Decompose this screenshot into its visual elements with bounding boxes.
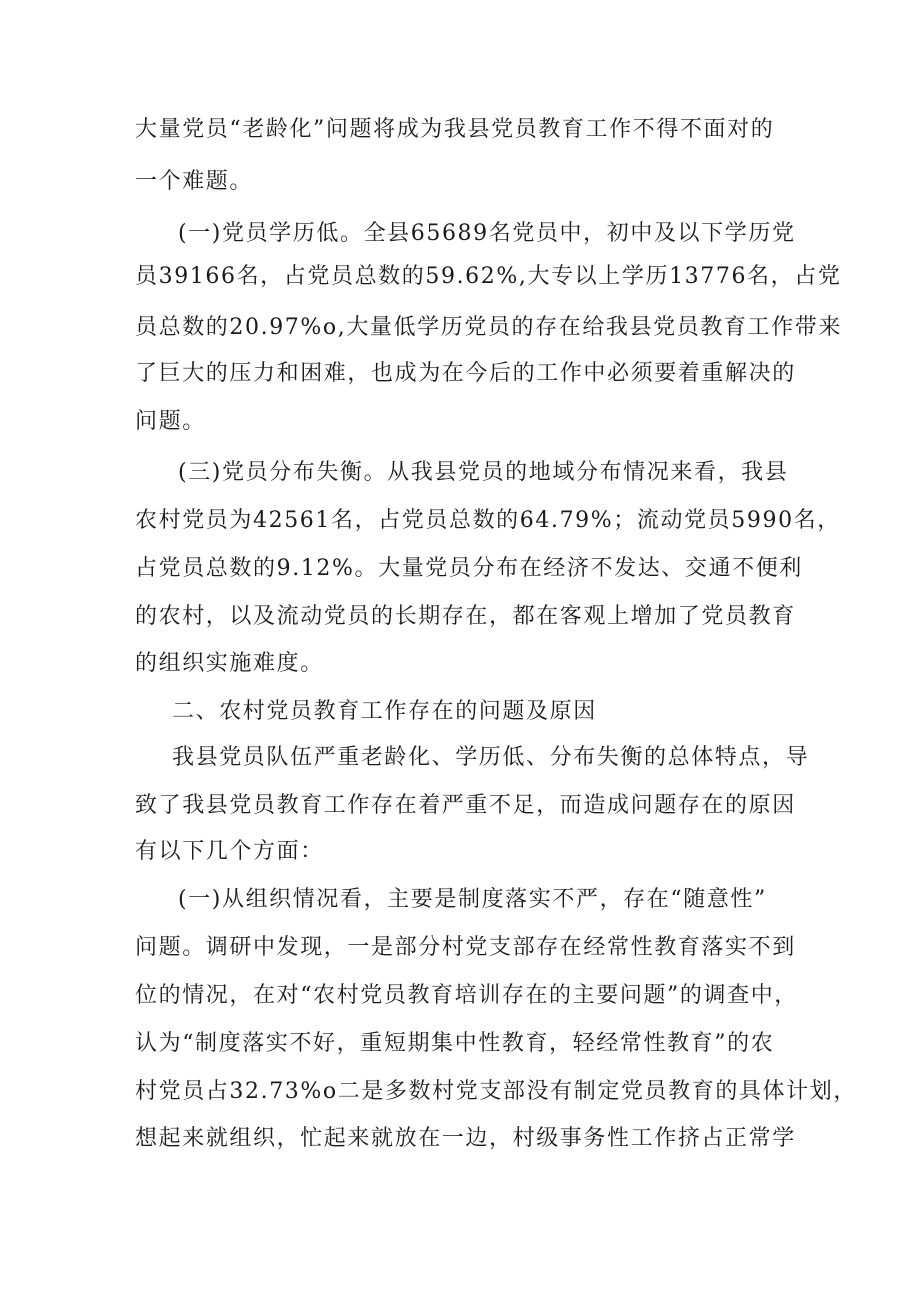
paragraph-first-line: (一)从组织情况看，主要是制度落实不严，存在“随意性” [178,887,767,912]
paragraph-first-line: (三)党员分布失衡。从我县党员的地域分布情况来看，我县 [178,460,789,485]
text-line: 有以下几个方面： [135,839,324,864]
text-line: 农村党员为42561名，占党员总数的64.79%；流动党员5990名， [135,508,841,533]
text-line: 位的情况，在对“农村党员教育培训存在的主要问题”的调查中， [135,983,798,1008]
text-line: 了巨大的压力和困难，也成为在今后的工作中必须要着重解决的 [135,361,796,386]
text-line: 占党员总数的9.12%。大量党员分布在经济不发达、交通不便利 [135,556,803,581]
text-line: 致了我县党员教育工作存在着严重不足，而造成问题存在的原因 [135,793,796,818]
paragraph-first-line: (一)党员学历低。全县65689名党员中，初中及以下学历党 [178,221,796,246]
text-line: 一个难题。 [135,169,254,194]
text-line: 问题。 [135,409,206,434]
text-line: 问题。调研中发现，一是部分村党支部存在经常性教育落实不到 [135,935,796,960]
text-line: 的组织实施难度。 [135,651,324,676]
text-line: 想起来就组织，忙起来就放在一边，村级事务性工作挤占正常学 [135,1126,796,1151]
text-line: 员总数的20.97%o,大量低学历党员的存在给我县党员教育工作带来 [135,315,842,340]
paragraph-first-line: 我县党员队伍严重老龄化、学历低、分布失衡的总体特点，导 [172,745,810,770]
section-heading: 二、农村党员教育工作存在的问题及原因 [172,699,597,724]
text-line: 认为“制度落实不好，重短期集中性教育，轻经常性教育”的农 [135,1031,775,1056]
text-line: 村党员占32.73%o二是多数村党支部没有制定党员教育的具体计划， [135,1079,857,1104]
text-line: 的农村，以及流动党员的长期存在，都在客观上增加了党员教育 [135,604,796,629]
text-line: 大量党员“老龄化”问题将成为我县党员教育工作不得不面对的 [135,117,775,142]
text-line: 员39166名，占党员总数的59.62%,大专以上学历13776名，占党 [135,264,842,289]
